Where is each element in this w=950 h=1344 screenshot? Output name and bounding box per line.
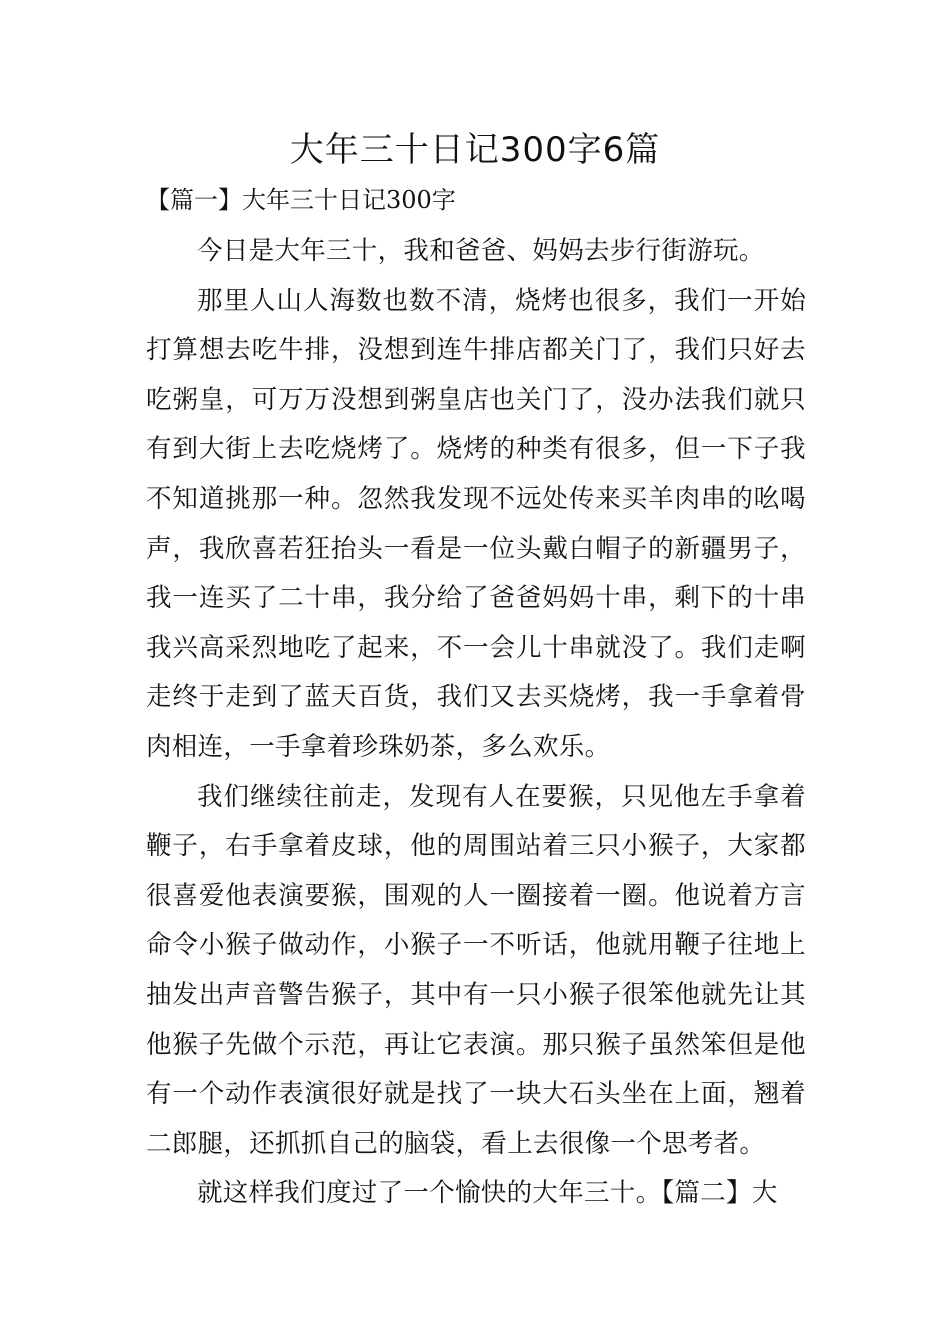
document-body	[146, 227, 806, 1219]
paragraph: 今日是大年三十，我和爸爸、妈妈去步行街游玩。	[197, 236, 765, 266]
section-heading: 【篇一】大年三十日记300字	[146, 186, 456, 214]
document-title: 大年三十日记300字6篇	[289, 130, 661, 170]
paragraph: 我们继续往前走，发现有人在要猴，只见他左手拿着鞭子，右手拿着皮球，他的周围站着三只小猴子，大家都很喜爱他表演要猴，围观的人一圈接着一圈。他说着方言命令小猴子做动作，小猴子一不听话，他就用鞭子往地上抽发出声音警告猴子，其中有一只小猴子很笨他就先让其他猴子先做个示范，再让它表演。那只猴子虽然笨但是他有一个动作表演很好就是找了一块大石头坐在上面，翘着二郎腿，还抓抓自己的脑袋，看上去很像一个思考者。	[146, 781, 806, 1159]
paragraph: 那里人山人海数也数不清，烧烤也很多，我们一开始打算想去吃牛排，没想到连牛排店都关门了，我们只好去吃粥皇，可万万没想到粥皇店也关门了，没办法我们就只有到大街上去吃烧烤了。烧烤的种类有很多，但一下子我不知道挑那一种。忽然我发现不远处传来买羊肉串的吆喝声，我欣喜若狂抬头一看是一位头戴白帽子的新疆男子，我一连买了二十串，我分给了爸爸妈妈十串，剩下的十串我兴高采烈地吃了起来，不一会儿十串就没了。我们走啊走终于走到了蓝天百货，我们又去买烧烤，我一手拿着骨肉相连，一手拿着珍珠奶茶，多么欢乐。	[146, 285, 806, 762]
paragraph: 就这样我们度过了一个愉快的大年三十。【篇二】大	[197, 1178, 778, 1209]
